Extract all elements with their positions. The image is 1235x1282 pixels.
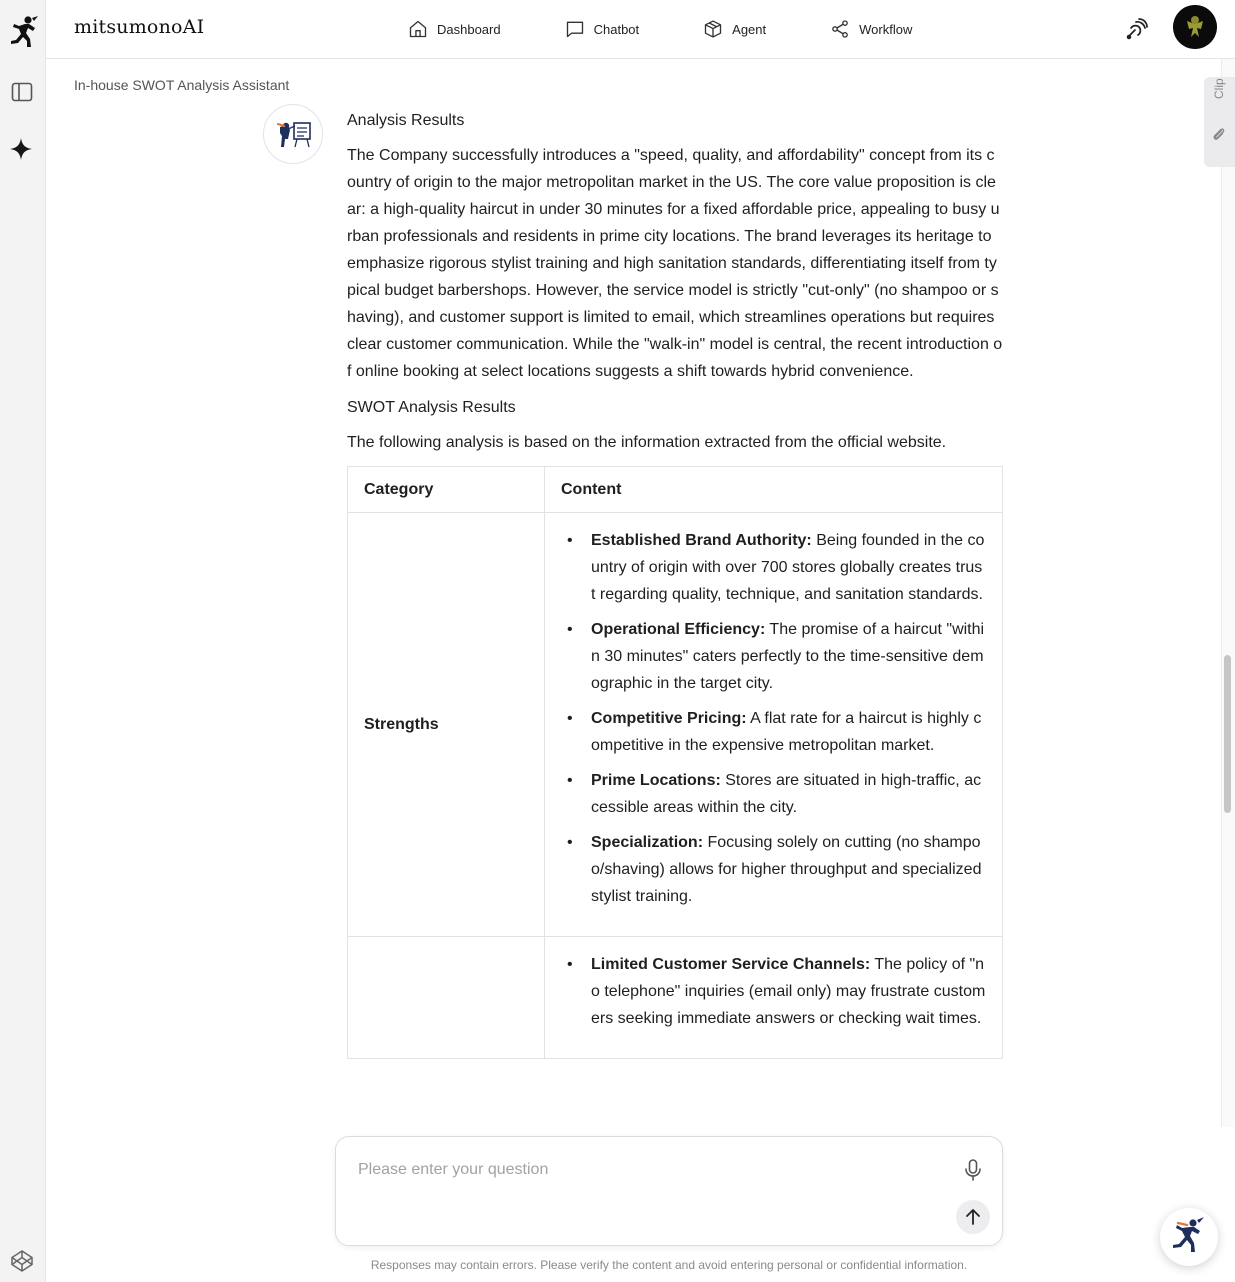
content-cell bbox=[545, 937, 1003, 1059]
home-icon bbox=[408, 19, 428, 39]
item-text: Stores are situated in high-traffic, accessible areas within the city. bbox=[591, 772, 982, 816]
cube-icon bbox=[703, 19, 723, 39]
main-nav bbox=[408, 0, 912, 58]
swot-results-heading: SWOT Analysis Results bbox=[347, 399, 516, 416]
category-cell bbox=[348, 937, 545, 1059]
header-content: Content bbox=[545, 467, 1003, 513]
left-rail bbox=[0, 0, 46, 1282]
clip-tab[interactable] bbox=[1204, 77, 1235, 167]
list-item bbox=[561, 616, 986, 697]
scrollbar-thumb[interactable] bbox=[1224, 655, 1231, 813]
question-input[interactable] bbox=[358, 1155, 938, 1185]
chat-bubble-icon bbox=[565, 19, 585, 39]
header-category: Category bbox=[348, 467, 545, 513]
swot-intro: The following analysis is based on the information extracted from the official website. bbox=[347, 434, 947, 451]
send-button[interactable] bbox=[956, 1200, 990, 1234]
table-header-row bbox=[348, 467, 1003, 513]
item-text: A flat rate for a haircut is highly competitive in the expensive metropolitan market. bbox=[591, 710, 982, 754]
nav-chatbot[interactable] bbox=[565, 19, 640, 39]
category-cell: Strengths bbox=[348, 513, 545, 937]
item-title: Limited Customer Service Channels: bbox=[591, 956, 871, 973]
content-cell bbox=[545, 513, 1003, 937]
arrow-up-icon bbox=[963, 1207, 983, 1227]
list-item bbox=[561, 705, 986, 759]
bot-avatar bbox=[263, 104, 323, 164]
item-text: The promise of a haircut "within 30 minutes" caters perfectly to the time-sensitive demographic in the target city. bbox=[591, 621, 985, 692]
user-avatar[interactable] bbox=[1173, 5, 1217, 49]
nav-dashboard[interactable] bbox=[408, 19, 501, 39]
list-item bbox=[561, 527, 986, 608]
top-bar bbox=[46, 0, 1235, 59]
nav-workflow-label: Workflow bbox=[859, 21, 913, 37]
assistant-message bbox=[347, 107, 1003, 1059]
item-text: The policy of "no telephone" inquiries (email only) may frustrate customers seeking immediate answers or checking wait times. bbox=[591, 956, 986, 1027]
list-item bbox=[561, 951, 986, 1032]
assistant-launcher-button[interactable] bbox=[1160, 1208, 1218, 1266]
nav-chatbot-label: Chatbot bbox=[593, 21, 640, 37]
analysis-results-heading: Analysis Results bbox=[347, 112, 465, 129]
swot-table bbox=[347, 466, 1003, 1059]
disclaimer-text: Responses may contain errors. Please verify the content and avoid entering personal or confidential information. bbox=[370, 1258, 968, 1272]
question-composer bbox=[335, 1136, 1003, 1246]
running-ninja-logo-icon[interactable] bbox=[5, 14, 41, 50]
item-text: Being founded in the country of origin with over 700 stores globally creates trust regarding quality, technique, and sanitation standards. bbox=[591, 532, 985, 603]
chat-scroll-area[interactable] bbox=[46, 59, 1221, 1127]
satellite-sync-icon[interactable] bbox=[1124, 16, 1150, 42]
item-title: Competitive Pricing: bbox=[591, 710, 747, 727]
microphone-icon[interactable] bbox=[960, 1157, 986, 1183]
scrollbar-track[interactable] bbox=[1221, 59, 1235, 1127]
assistant-title: In-house SWOT Analysis Assistant bbox=[74, 77, 290, 93]
item-title: Operational Efficiency: bbox=[591, 621, 766, 638]
paperclip-icon bbox=[1211, 126, 1227, 142]
list-item bbox=[561, 767, 986, 821]
table-row bbox=[348, 513, 1003, 937]
share-nodes-icon bbox=[830, 19, 850, 39]
sparkle-icon[interactable] bbox=[9, 137, 33, 161]
analysis-paragraph: The Company successfully introduces a "speed, quality, and affordability" concept from its country of origin to the major metropolitan market in the US. The core value proposition is clear: a high-quality haircut in under 30 minutes for a fixed affordable price, appealing to busy urban professionals and residents in prime city locations. The brand leverages its heritage to emphasize rigorous stylist training and high sanitation standards, differentiating itself from typical budget barbershops. However, the service model is strictly "cut-only" (no shampoo or shaving), and customer support is limited to email, which streamlines operations but requires clear customer communication. While the "walk-in" model is central, the recent introduction of online booking at select locations suggests a shift towards hybrid convenience. bbox=[347, 147, 1003, 380]
sidebar-toggle-icon[interactable] bbox=[10, 80, 34, 104]
nav-workflow[interactable] bbox=[830, 19, 912, 39]
clip-label: Clip bbox=[1212, 78, 1226, 99]
codepen-cube-icon[interactable] bbox=[10, 1249, 34, 1273]
nav-agent-label: Agent bbox=[732, 21, 767, 37]
table-row bbox=[348, 937, 1003, 1059]
item-title: Established Brand Authority: bbox=[591, 532, 812, 549]
list-item bbox=[561, 829, 986, 910]
nav-dashboard-label: Dashboard bbox=[437, 21, 501, 37]
avatar-figure-icon bbox=[1173, 5, 1217, 49]
presenter-icon bbox=[264, 105, 323, 164]
running-ninja-icon bbox=[1160, 1208, 1218, 1266]
item-text: Focusing solely on cutting (no shampoo/shaving) allows for higher throughput and specialized stylist training. bbox=[591, 834, 982, 905]
brand-name[interactable]: mitsumonoAI bbox=[74, 16, 205, 38]
nav-agent[interactable] bbox=[703, 19, 766, 39]
item-title: Specialization: bbox=[591, 834, 704, 851]
item-title: Prime Locations: bbox=[591, 772, 721, 789]
